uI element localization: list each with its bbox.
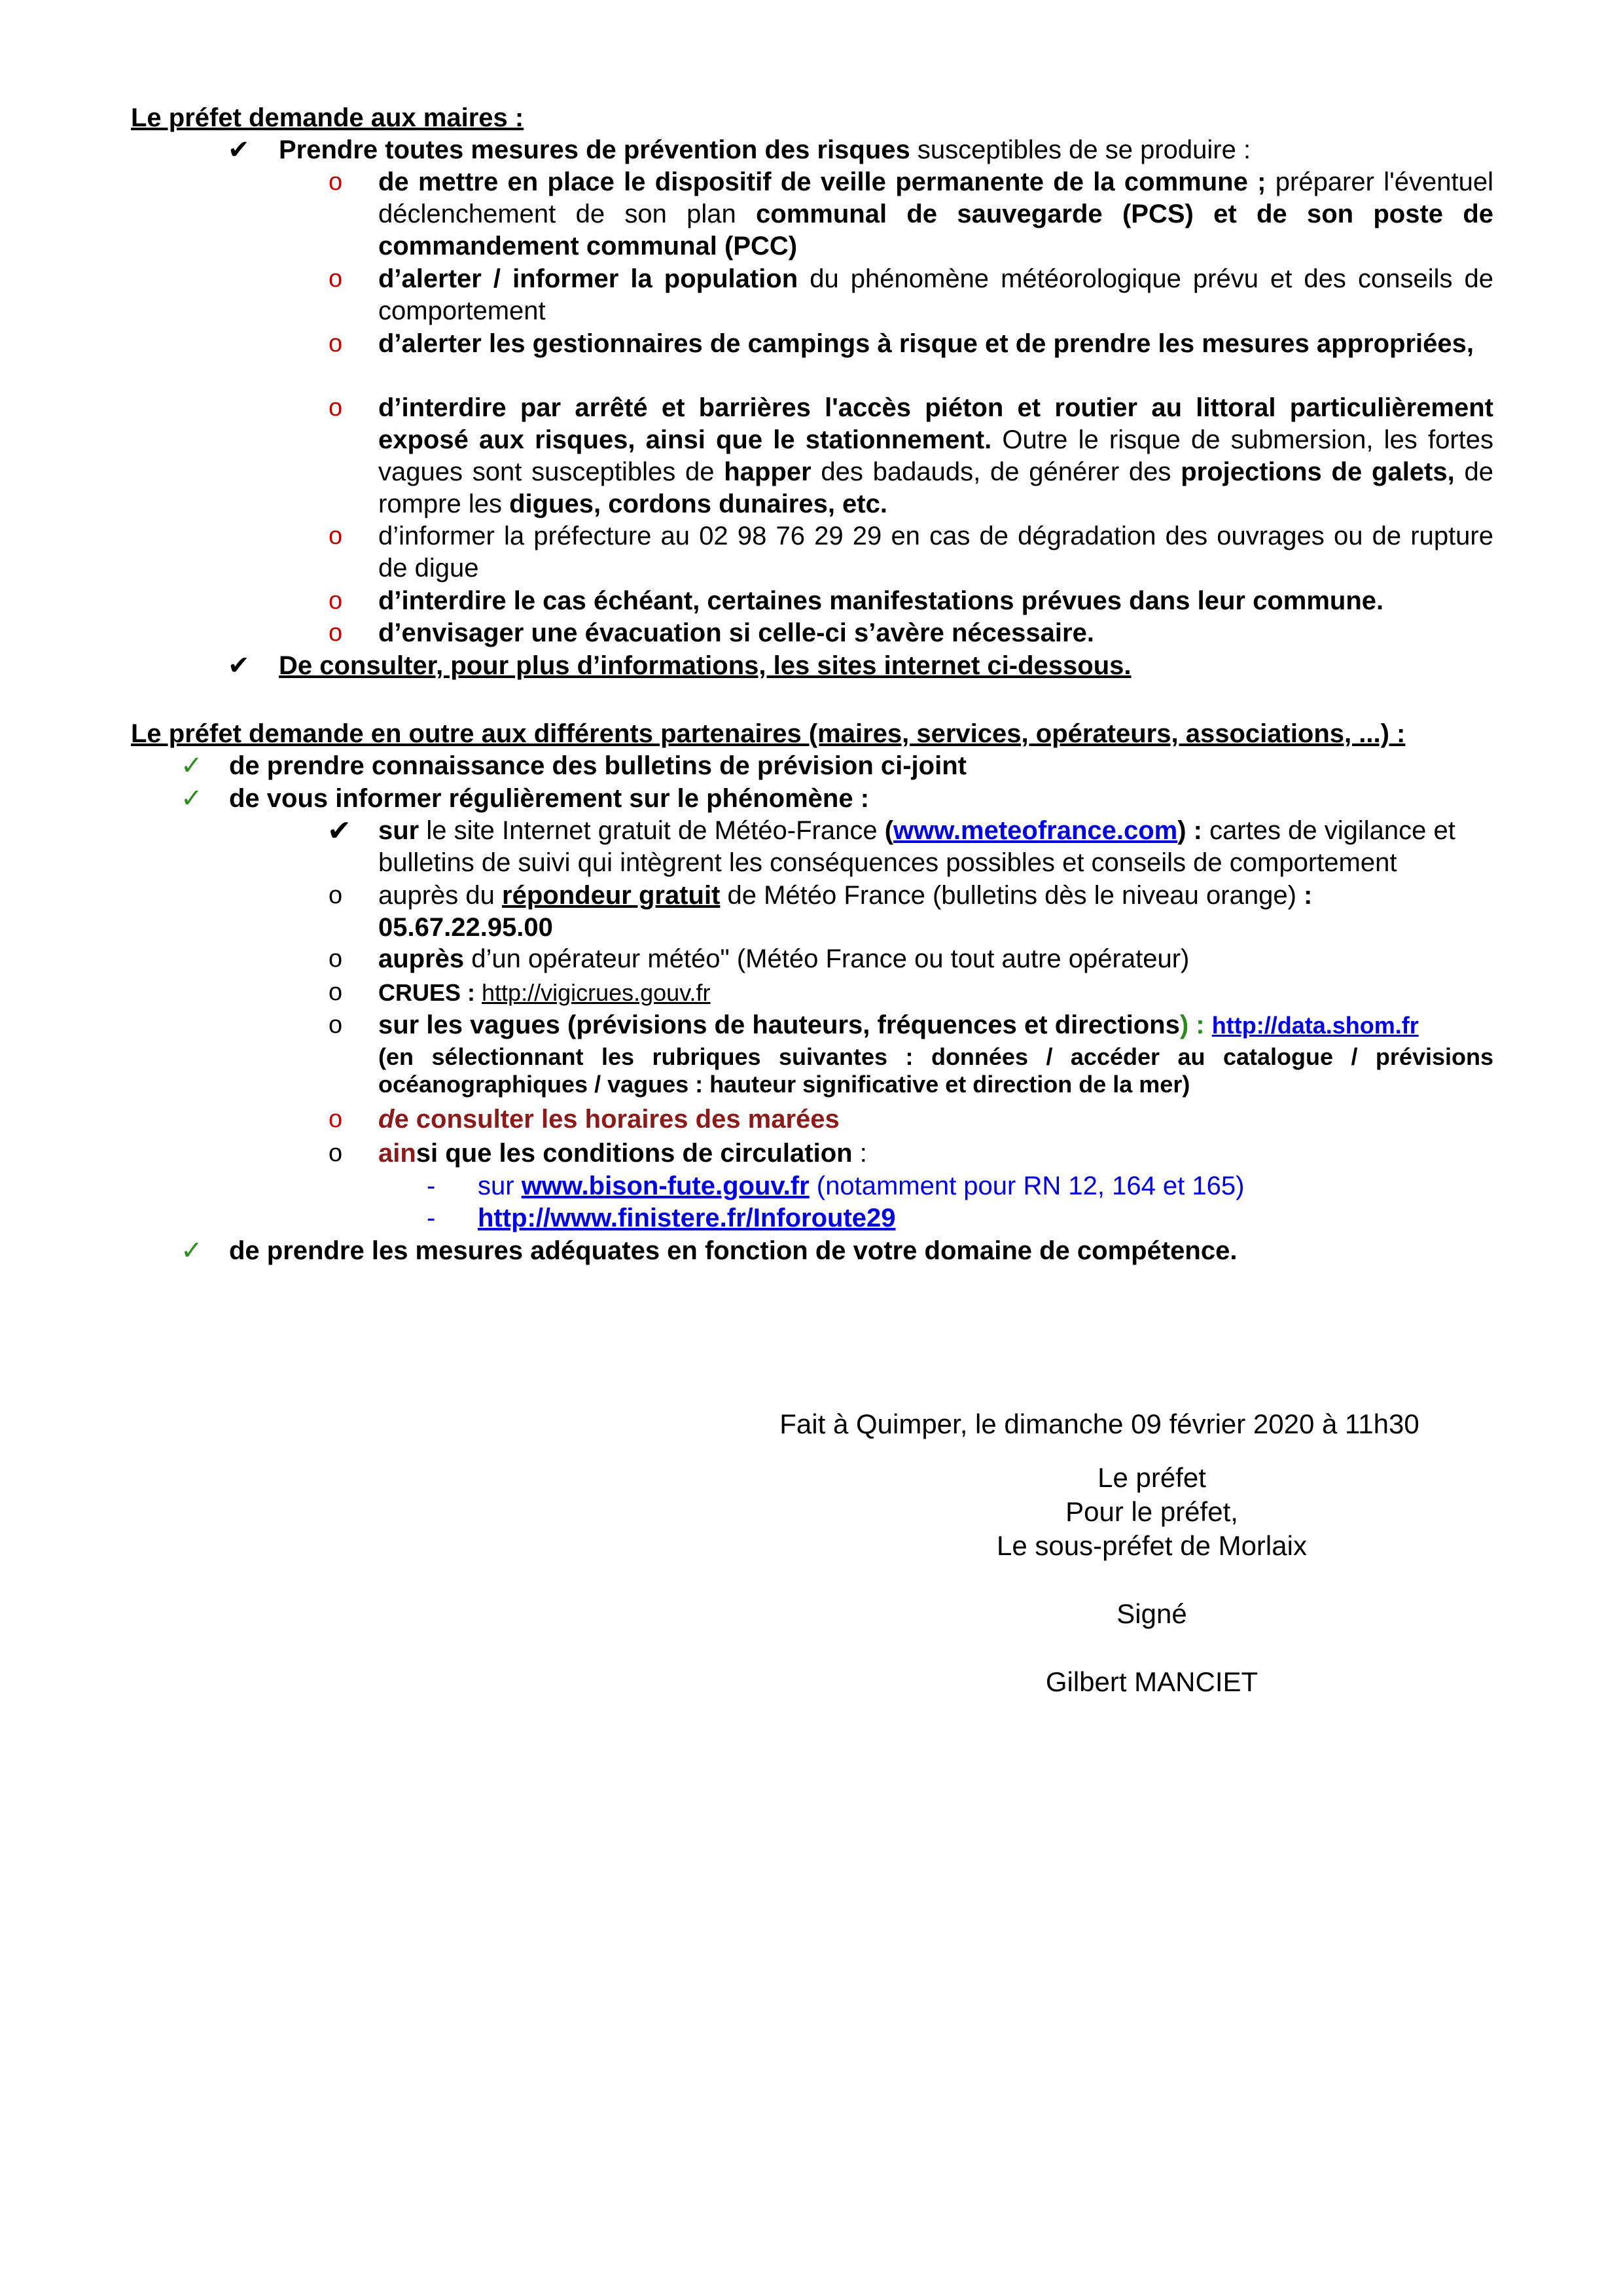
inforoute29-link[interactable]: http://www.finistere.fr/Inforoute29 xyxy=(478,1204,896,1232)
dash1-normal: sur xyxy=(478,1172,522,1200)
sub4-normal1: Outre le risque de submersion, les fortes vagues sont susceptibles de xyxy=(378,425,1493,486)
tick-icon: ✔ xyxy=(228,135,250,164)
s3-bold: auprès xyxy=(378,944,465,973)
sub4-bold4: digues, cordons dunaires, etc. xyxy=(509,490,887,518)
sub3-text: d’alerter les gestionnaires de campings à risque et de prendre les mesures appropriées, xyxy=(378,329,1474,358)
circle-bullet-icon: o xyxy=(329,1011,343,1039)
sub1-bold2: communal de sauvegarde (PCS) et de son poste de commandement communal (PCC) xyxy=(378,200,1493,260)
s7-red: ain xyxy=(378,1139,416,1168)
sub5-text: d’informer la préfecture au 02 98 76 29 29 en cas de dégradation des ouvrages ou de rupture de digue xyxy=(378,522,1493,583)
s1-paren-open: ( xyxy=(884,816,894,845)
check3-text: de prendre les mesures adéquates en fonction de votre domaine de compétence. xyxy=(229,1236,1238,1265)
dash1-rest: (notamment pour RN 12, 164 et 165) xyxy=(809,1172,1245,1200)
sub6-text: d’interdire le cas échéant, certaines manifestations prévues dans leur commune. xyxy=(378,586,1384,615)
s5-bold: sur les vagues (prévisions de hauteurs, fréquences et directions xyxy=(378,1011,1180,1039)
item1-rest: susceptibles de se produire : xyxy=(910,135,1251,164)
circle-bullet-icon: o xyxy=(329,168,343,196)
place-date: Fait à Quimper, le dimanche 09 février 2020 à 11h30 xyxy=(779,1408,1419,1439)
check1-text: de prendre connaissance des bulletins de prévision ci-joint xyxy=(229,751,967,780)
signatory-name: Gilbert MANCIET xyxy=(1045,1666,1258,1697)
check-icon: ✓ xyxy=(181,1236,203,1265)
sub7-text: d’envisager une évacuation si celle-ci s’avère nécessaire. xyxy=(378,619,1094,647)
signature-line1: Le préfet xyxy=(1097,1462,1206,1493)
sub4-bold2: happer xyxy=(724,457,812,486)
dash-bullet: - xyxy=(427,1204,436,1232)
sub4-bold3: projections de galets, xyxy=(1181,457,1455,486)
s5-note: (en sélectionnant les rubriques suivantes : données / accéder au catalogue / prévisions océanographiques / vagues : hauteur significative et direction de la mer) xyxy=(378,1043,1493,1098)
s7-bold: si que les conditions de circulation xyxy=(416,1139,853,1168)
tick-icon: ✔ xyxy=(228,651,250,680)
sub1-bold1: de mettre en place le dispositif de veille permanente de la commune ; xyxy=(378,168,1266,196)
s6-rest: e consulter les horaires des marées xyxy=(394,1105,840,1134)
sub2-bold: d’alerter / informer la population xyxy=(378,264,798,293)
section1-title: Le préfet demande aux maires : xyxy=(131,103,524,132)
s1-rest: cartes de vigilance et bulletins de suivi qui intègrent les conséquences possibles et conseils de comportement xyxy=(378,816,1455,877)
item1-bold: Prendre toutes mesures de prévention des risques xyxy=(279,135,910,164)
s2-normal1: auprès du xyxy=(378,881,503,910)
circle-bullet-icon: o xyxy=(329,330,343,357)
s2-colon: : xyxy=(1304,881,1313,910)
circle-bullet-icon: o xyxy=(329,394,343,422)
check-icon: ✓ xyxy=(181,751,203,780)
circle-bullet-icon: o xyxy=(329,265,343,293)
item2-text: De consulter, pour plus d’informations, les sites internet ci-dessous. xyxy=(279,651,1132,680)
circle-bullet-icon: o xyxy=(329,882,343,909)
circle-bullet-icon: o xyxy=(329,1105,343,1133)
bison-fute-link[interactable]: www.bison-fute.gouv.fr xyxy=(521,1172,810,1200)
check2-text: de vous informer régulièrement sur le phénomène : xyxy=(229,784,870,813)
s5-green: ) : xyxy=(1179,1011,1205,1039)
s2-normal2: de Météo France (bulletins dès le niveau orange) xyxy=(720,881,1304,910)
vigicrues-link[interactable]: http://vigicrues.gouv.fr xyxy=(482,979,711,1006)
tick-icon: ✔ xyxy=(327,815,351,847)
section2-title: Le préfet demande en outre aux différents partenaires (maires, services, opérateurs, associations, ...) : xyxy=(131,719,1406,748)
check-icon: ✓ xyxy=(181,784,203,813)
s7-rest: : xyxy=(852,1139,867,1168)
sub4-normal2: des badauds, de générer des xyxy=(811,457,1181,486)
sub2-rest: du phénomène météorologique prévu et des conseils de comportement xyxy=(378,264,1494,325)
signature-line2: Pour le préfet, xyxy=(1065,1496,1238,1527)
meteofrance-link[interactable]: www.meteofrance.com xyxy=(893,816,1178,845)
circle-bullet-icon: o xyxy=(329,1139,343,1167)
signature-signed: Signé xyxy=(1116,1598,1187,1629)
s6-italic-d: d xyxy=(378,1105,395,1134)
dash-bullet: - xyxy=(427,1172,436,1200)
signature-line3: Le sous-préfet de Morlaix xyxy=(997,1530,1307,1561)
s1-normal1: le site Internet gratuit de Météo-France xyxy=(419,816,885,845)
circle-bullet-icon: o xyxy=(329,978,343,1006)
circle-bullet-icon: o xyxy=(329,522,343,550)
circle-bullet-icon: o xyxy=(329,587,343,615)
s4-bold: CRUES : xyxy=(378,979,476,1006)
s2-phone: 05.67.22.95.00 xyxy=(378,913,553,942)
s3-rest: d’un opérateur météo" (Météo France ou tout autre opérateur) xyxy=(464,944,1190,973)
circle-bullet-icon: o xyxy=(329,945,343,973)
s1-bold1: sur xyxy=(378,816,419,845)
sub4-bold1: d’interdire par arrêté et barrières l'accès piéton et routier au littoral particulièrement exposé aux risques, ainsi que le stationnement. xyxy=(378,393,1493,454)
data-shom-link[interactable]: http://data.shom.fr xyxy=(1211,1012,1419,1039)
circle-bullet-icon: o xyxy=(329,619,343,647)
s1-paren-close: ) : xyxy=(1177,816,1203,845)
sub4-normal3: de rompre les xyxy=(378,457,1493,518)
s2-bold-underline: répondeur gratuit xyxy=(502,881,721,910)
sub1-normal1: préparer l'éventuel déclenchement de son plan xyxy=(378,168,1494,228)
